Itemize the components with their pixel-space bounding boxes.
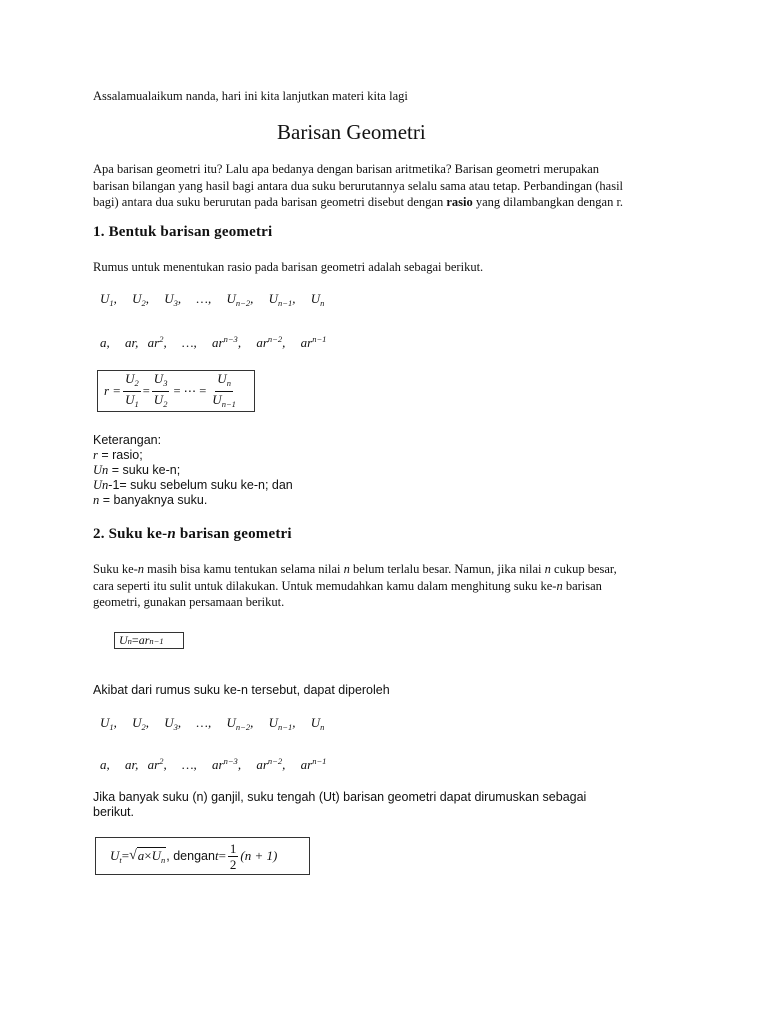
term: $U_3$, xyxy=(164,291,182,308)
term: …, xyxy=(196,715,212,730)
section-1-text: Rumus untuk menentukan rasio pada barisan geometri adalah sebagai berikut. xyxy=(93,260,484,274)
keterangan-line: Un-1= suku sebelum suku ke-n; dan xyxy=(93,478,293,492)
term: $ar^{n-3}$, xyxy=(212,334,242,350)
term: …, xyxy=(181,335,197,350)
intro-line: bagi) antara dua suku berurutan pada barisan geometri disebut dengan rasio yang dilambangkan dengan r. xyxy=(93,195,624,209)
ratio-lhs: r = xyxy=(104,383,122,398)
u-sequence-row-2 xyxy=(100,715,324,732)
a-sequence-row-2 xyxy=(100,756,326,773)
fraction-u2-u1: $\frac{U_2}{U_1}$ xyxy=(125,370,139,409)
section-2-paragraph xyxy=(93,561,703,611)
paragraph-line: cara seperti itu sulit untuk dilakukan. Untuk memudahkan kamu dalam menghitung suku ke-n barisan xyxy=(93,578,602,593)
intro-paragraph xyxy=(93,161,693,211)
term: $U_{n-2}$, xyxy=(226,291,254,308)
term: $U_n$ xyxy=(310,291,325,308)
paragraph-line: geometri, gunakan persamaan berikut. xyxy=(93,595,285,609)
paragraph-line: Jika banyak suku (n) ganjil, suku tengah (Ut) barisan geometri dapat dirumuskan sebagai xyxy=(93,790,587,804)
nth-term-formula-box: U n = ar n−1 xyxy=(114,632,184,649)
keterangan-line: n = banyaknya suku. xyxy=(93,493,208,507)
term: ar, xyxy=(125,757,139,772)
term: …, xyxy=(196,291,212,306)
fraction-u3-u2: $\frac{U_3}{U_2}$ xyxy=(153,370,168,409)
greeting-text: Assalamualaikum nanda, hari ini kita lanjutkan materi kita lagi xyxy=(93,89,408,103)
term: $ar^{n-1}$ xyxy=(300,756,327,772)
u-sequence-row xyxy=(100,291,324,308)
term: a, xyxy=(100,335,110,350)
middle-term-text xyxy=(93,790,693,820)
term: a, xyxy=(100,757,110,772)
a-sequence-row xyxy=(100,334,326,351)
ratio-formula-box: r = $\frac{U_2}{U_1}$ = $\frac{U_3}{U_2}$ = ⋯ = $\frac{U_n}{U_{n-1}}$ xyxy=(97,370,255,412)
akibat-text: Akibat dari rumus suku ke-n tersebut, dapat diperoleh xyxy=(93,683,390,697)
keterangan-line: Un = suku ke-n; xyxy=(93,463,181,477)
fraction-un-un1: $\frac{U_n}{U_{n-1}}$ xyxy=(212,370,236,409)
term: $ar^2$, xyxy=(147,756,167,772)
middle-term-formula-box: $U_t$ = √ $a\times U_n$ , dengan t = $\frac{1}{2}$ (n + 1) xyxy=(95,837,310,875)
term: $U_1$, xyxy=(100,291,117,308)
rasio-bold: rasio xyxy=(446,195,473,209)
term: $ar^{n-2}$, xyxy=(256,334,286,350)
section-heading-2: 2. Suku ke-n barisan geometri xyxy=(93,526,292,542)
section-heading-1: 1. Bentuk barisan geometri xyxy=(93,224,273,240)
term: $ar^{n-2}$, xyxy=(256,756,286,772)
paragraph-line: berikut. xyxy=(93,805,134,819)
term: ar, xyxy=(125,335,139,350)
intro-line: Apa barisan geometri itu? Lalu apa bedanya dengan barisan aritmetika? Barisan geometri merupakan xyxy=(93,162,600,176)
keterangan-block xyxy=(93,433,293,508)
sqrt-symbol: √ xyxy=(129,848,137,863)
term: $U_2$, xyxy=(132,715,150,732)
intro-line: barisan bilangan yang hasil bagi antara dua suku berurutannya selalu sama atau tetap. Perbandingan (hasil xyxy=(93,178,624,193)
term: $U_n$ xyxy=(310,715,325,732)
term: …, xyxy=(181,757,197,772)
term: $U_1$, xyxy=(100,715,117,732)
paragraph-line: Suku ke-n masih bisa kamu tentukan selama nilai n belum terlalu besar. Namun, jika nilai n cukup besar, xyxy=(93,562,617,576)
term: $U_3$, xyxy=(164,715,182,732)
term: $ar^{n-1}$ xyxy=(300,334,327,350)
fraction-half: $\frac{1}{2}$ xyxy=(229,840,237,872)
term: $ar^{n-3}$, xyxy=(212,756,242,772)
page-title: Barisan Geometri xyxy=(277,120,426,144)
term: $U_2$, xyxy=(132,291,150,308)
term: $U_{n-1}$, xyxy=(268,715,296,732)
keterangan-title: Keterangan: xyxy=(93,433,162,447)
keterangan-line: r = rasio; xyxy=(93,448,143,462)
term: $U_{n-2}$, xyxy=(226,715,254,732)
term: $U_{n-1}$, xyxy=(268,291,296,308)
sqrt-radicand: $a\times U_n$ xyxy=(137,848,166,865)
term: $ar^2$, xyxy=(147,334,167,350)
